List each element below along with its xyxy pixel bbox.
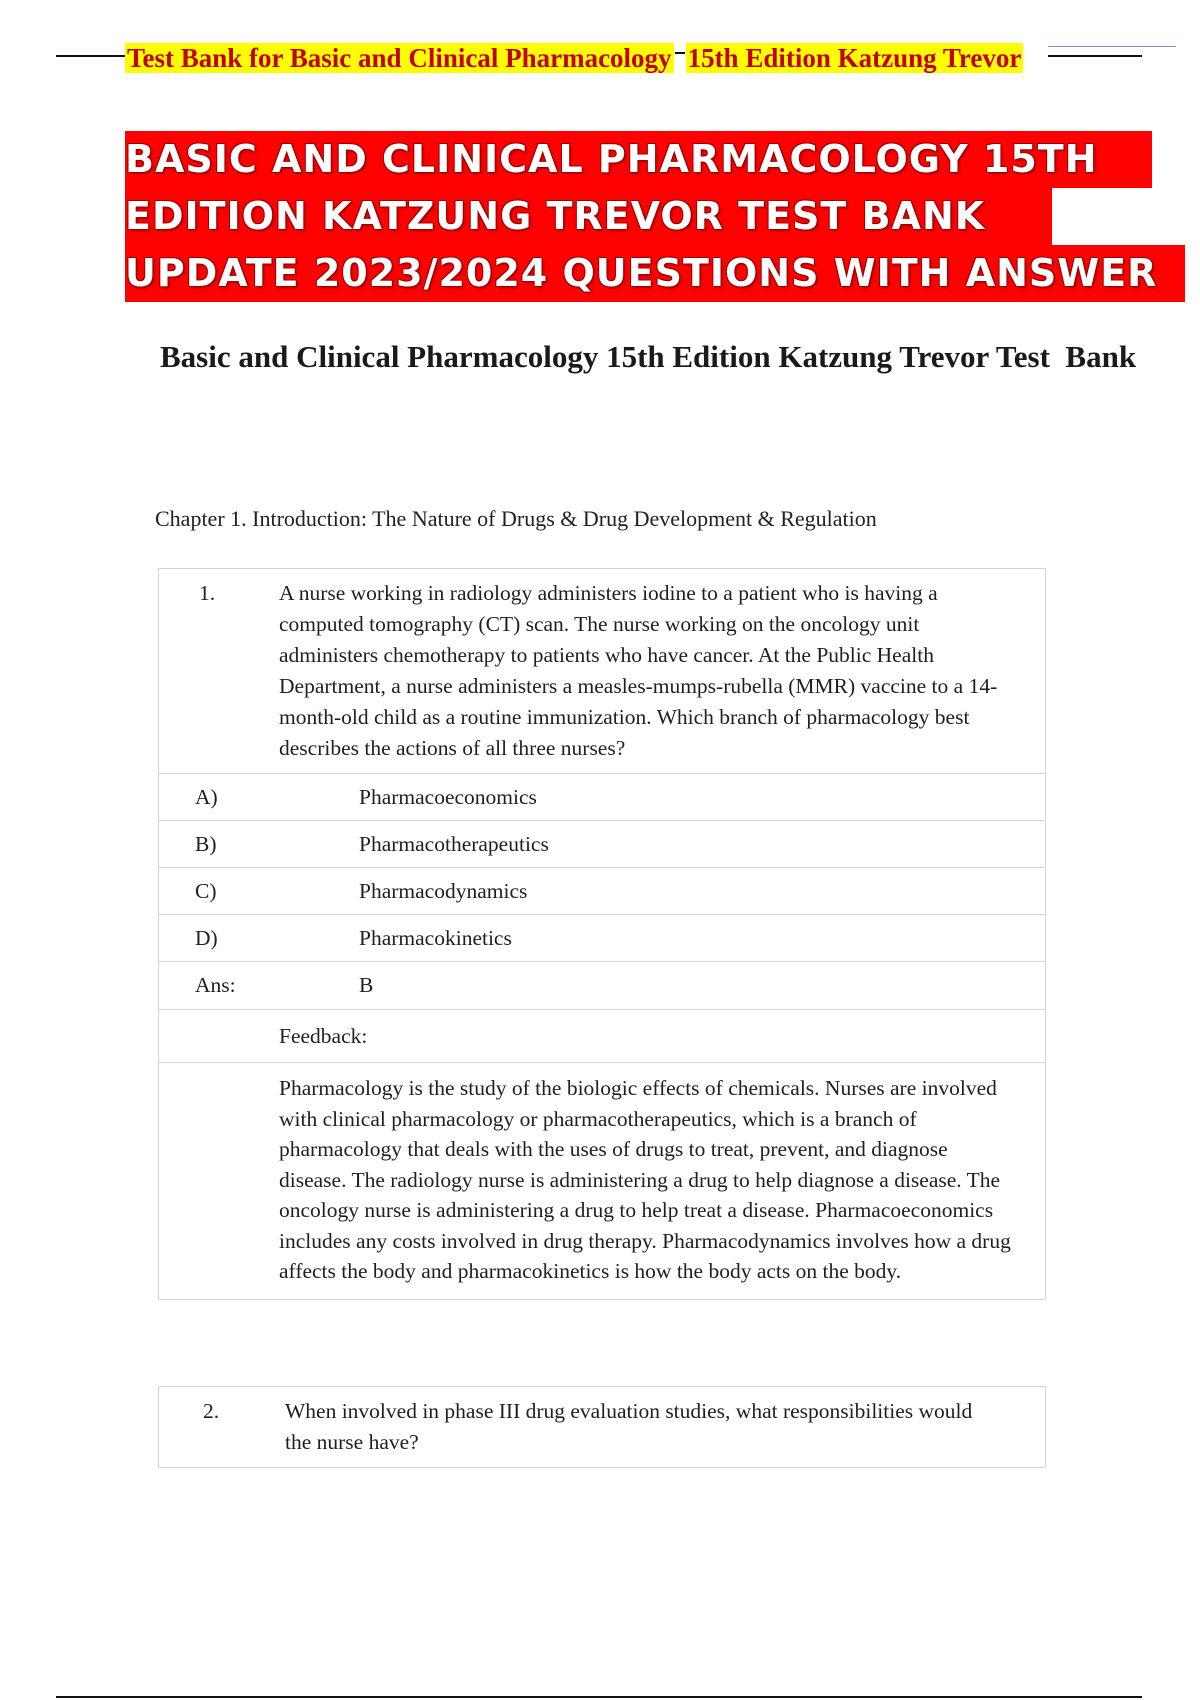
chapter-heading: Chapter 1. Introduction: The Nature of Drugs & Drug Development & Regulation <box>155 506 877 531</box>
document-title: Basic and Clinical Pharmacology 15th Edition Katzung Trevor Test Bank <box>160 339 1137 374</box>
option-text: Pharmacoeconomics <box>359 784 537 809</box>
running-header-part2: 15th Edition Katzung Trevor <box>687 43 1022 73</box>
answer-row <box>159 961 1045 1009</box>
option-row-d <box>159 914 1045 961</box>
feedback-label: Feedback: <box>279 1023 368 1048</box>
question-table-2 <box>158 1386 1046 1468</box>
header-rule-left <box>56 55 126 57</box>
question-stem: A nurse working in radiology administers iodine to a patient who is having a computed tomography (CT) scan. The nurse working on the oncology unit administers chemotherapy to patients who have cancer. At the Public Health Department, a nurse administers a measles-mumps-rubella (MMR) vaccine to a 14-month-old child as a routine immunization. Which branch of pharmacology best describes the actions of all three nurses? <box>279 581 998 760</box>
option-row-a <box>159 773 1045 820</box>
feedback-text: Pharmacology is the study of the biologic effects of chemicals. Nurses are involved with clinical pharmacology or pharmacotherapeutics, which is a branch of pharmacology that deals with the uses of drugs to treat, prevent, and diagnose disease. The radiology nurse is administering a drug to help diagnose a disease. The oncology nurse is administering a drug to help treat a disease. Pharmacoeconomics includes any costs involved in drug therapy. Pharmacodynamics involves how a drug affects the body and pharmacokinetics is how the body acts on the body. <box>279 1076 1011 1283</box>
header-dash <box>675 52 685 54</box>
answer-value: B <box>359 973 374 997</box>
feedback-body-row <box>159 1062 1045 1299</box>
header-rule-right <box>1048 55 1142 57</box>
option-text: Pharmacokinetics <box>359 925 512 950</box>
question-number: 1. <box>199 581 216 605</box>
feedback-header-row <box>159 1009 1045 1062</box>
option-row-b <box>159 820 1045 867</box>
question-table-1 <box>158 568 1046 1300</box>
footer-rule <box>56 1696 1142 1698</box>
option-text: Pharmacodynamics <box>359 878 528 903</box>
question-stem: When involved in phase III drug evaluation studies, what responsibilities would the nurse have? <box>285 1399 973 1454</box>
running-header-part1: Test Bank for Basic and Clinical Pharmacology <box>127 43 672 73</box>
option-row-c <box>159 867 1045 914</box>
answer-label: Ans: <box>195 973 236 997</box>
option-letter: C) <box>195 878 217 903</box>
banner-line-1: BASIC AND CLINICAL PHARMACOLOGY 15TH <box>125 131 1152 188</box>
question-stem-row <box>159 1387 1045 1467</box>
option-letter: B) <box>195 831 217 856</box>
option-text: Pharmacotherapeutics <box>359 831 549 856</box>
question-number: 2. <box>203 1399 220 1423</box>
banner-line-3: UPDATE 2023/2024 QUESTIONS WITH ANSWER <box>125 245 1185 302</box>
question-stem-row <box>159 569 1045 773</box>
banner-line-2: EDITION KATZUNG TREVOR TEST BANK <box>125 188 1052 245</box>
title-banner <box>125 131 1185 302</box>
header-rule-accent <box>1048 46 1176 47</box>
option-letter: D) <box>195 925 218 950</box>
running-header <box>125 43 1023 73</box>
option-letter: A) <box>195 784 218 809</box>
